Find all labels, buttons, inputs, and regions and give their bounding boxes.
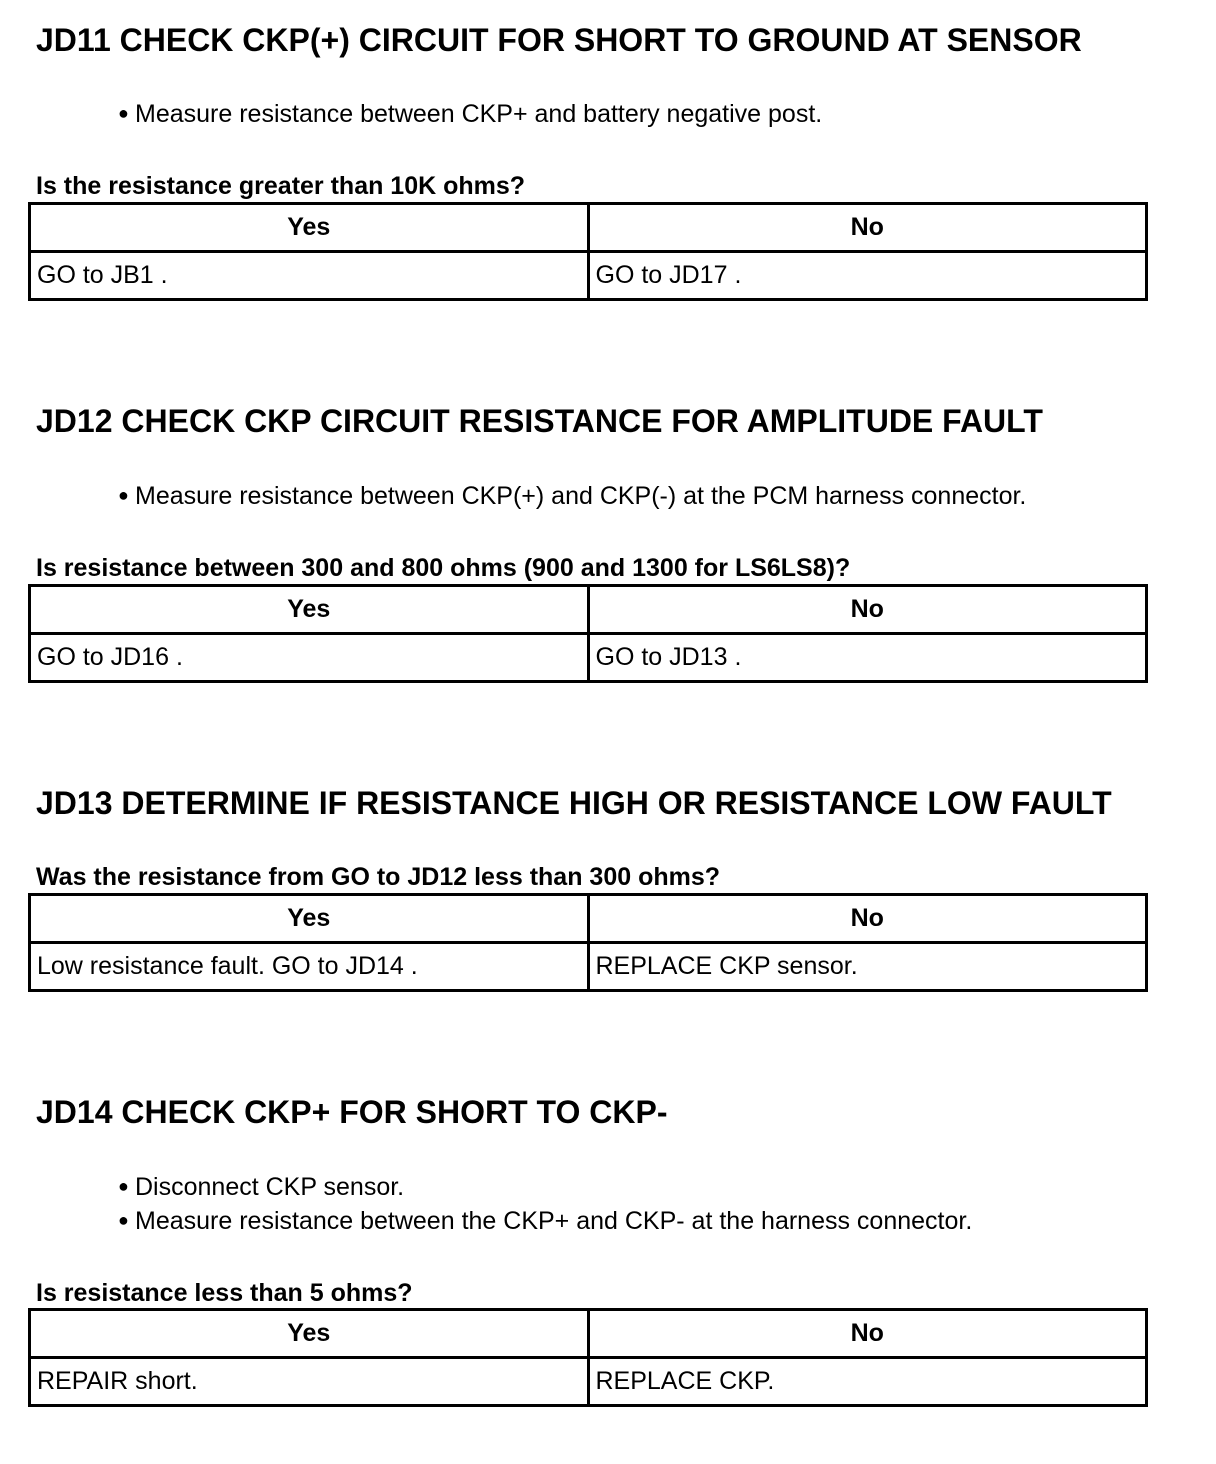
decision-table xyxy=(28,1308,1148,1407)
bullet-icon: ● xyxy=(118,103,129,123)
question-text: Was the resistance from GO to JD12 less than 300 ohms? xyxy=(36,863,721,891)
no-action: GO to JD17 . xyxy=(588,252,1147,300)
no-action: REPLACE CKP. xyxy=(588,1358,1147,1406)
decision-table xyxy=(28,893,1148,992)
bullet-icon: ● xyxy=(118,485,129,505)
no-header: No xyxy=(588,204,1147,252)
bullet-item: ● Measure resistance between CKP+ and battery negative post. xyxy=(118,100,823,128)
bullet-item: ● Measure resistance between CKP(+) and CKP(-) at the PCM harness connector. xyxy=(118,482,1027,510)
bullet-icon: ● xyxy=(118,1210,129,1230)
question-text: Is resistance between 300 and 800 ohms (900 and 1300 for LS6LS8)? xyxy=(36,554,851,582)
yes-action: GO to JD16 . xyxy=(30,634,589,682)
yes-header: Yes xyxy=(30,586,589,634)
yes-action: Low resistance fault. GO to JD14 . xyxy=(30,943,589,991)
yes-header: Yes xyxy=(30,1310,589,1358)
decision-table xyxy=(28,202,1148,301)
no-header: No xyxy=(588,1310,1147,1358)
no-header: No xyxy=(588,895,1147,943)
section-heading: JD12 CHECK CKP CIRCUIT RESISTANCE FOR AMPLITUDE FAULT xyxy=(36,403,1043,439)
no-action: GO to JD13 . xyxy=(588,634,1147,682)
yes-header: Yes xyxy=(30,895,589,943)
yes-action: GO to JB1 . xyxy=(30,252,589,300)
no-action: REPLACE CKP sensor. xyxy=(588,943,1147,991)
section-heading: JD13 DETERMINE IF RESISTANCE HIGH OR RESISTANCE LOW FAULT xyxy=(36,785,1112,821)
no-header: No xyxy=(588,586,1147,634)
bullet-icon: ● xyxy=(118,1176,129,1196)
question-text: Is resistance less than 5 ohms? xyxy=(36,1279,413,1307)
yes-header: Yes xyxy=(30,204,589,252)
question-text: Is the resistance greater than 10K ohms? xyxy=(36,172,526,200)
section-heading: JD11 CHECK CKP(+) CIRCUIT FOR SHORT TO GROUND AT SENSOR xyxy=(36,22,1082,58)
bullet-item: ● Disconnect CKP sensor. xyxy=(118,1173,405,1201)
section-heading: JD14 CHECK CKP+ FOR SHORT TO CKP- xyxy=(36,1094,668,1130)
yes-action: REPAIR short. xyxy=(30,1358,589,1406)
bullet-item: ● Measure resistance between the CKP+ and CKP- at the harness connector. xyxy=(118,1207,973,1235)
decision-table xyxy=(28,584,1148,683)
